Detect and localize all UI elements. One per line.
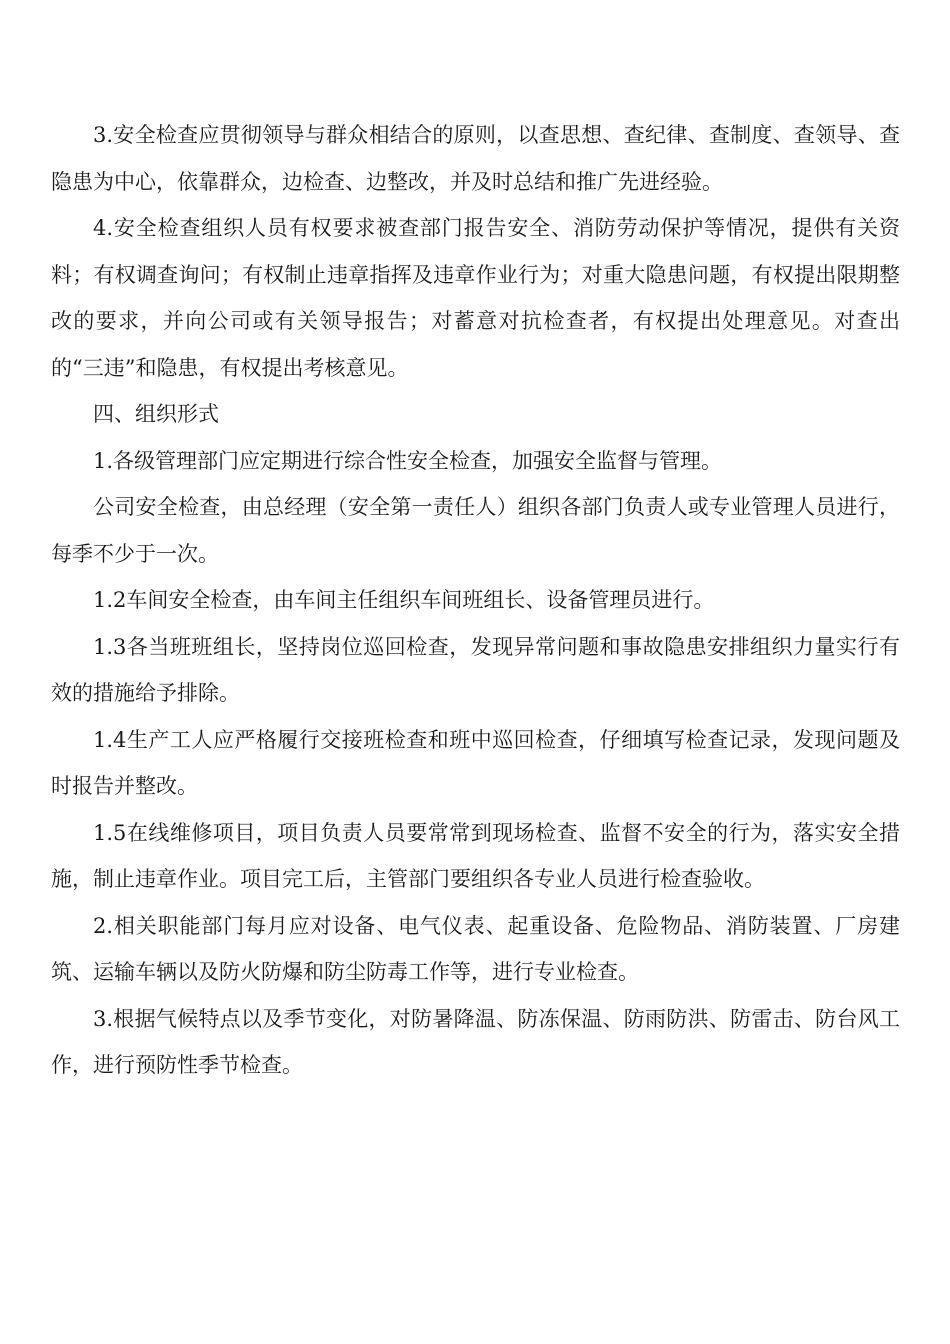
document-body bbox=[51, 112, 900, 1089]
paragraph-online-maintenance: 1.5在线维修项目，项目负责人员要常常到现场检查、监督不安全的行为，落实安全措施，制止违章作业。项目完工后，主管部门要组织各专业人员进行检查验收。 bbox=[51, 820, 900, 891]
paragraph-company-inspection: 公司安全检查，由总经理（安全第一责任人）组织各部门负责人或专业管理人员进行，每季不少于一次。 bbox=[51, 495, 900, 566]
paragraph-management-departments: 1.各级管理部门应定期进行综合性安全检查，加强安全监督与管理。 bbox=[93, 448, 723, 473]
section-heading-organization-form: 四、组织形式 bbox=[93, 402, 219, 426]
paragraph-seasonal-inspection: 3.根据气候特点以及季节变化，对防暑降温、防冻保温、防雨防洪、防雷击、防台风工作，进行预防性季节检查。 bbox=[51, 1006, 900, 1077]
paragraph-safety-principle: 3.安全检查应贯彻领导与群众相结合的原则，以查思想、查纪律、查制度、查领导、查隐患为中心，依靠群众，边检查、边整改，并及时总结和推广先进经验。 bbox=[51, 123, 900, 194]
paragraph-inspector-rights: 4.安全检查组织人员有权要求被查部门报告安全、消防劳动保护等情况，提供有关资料；有权调查询问；有权制止违章指挥及违章作业行为；对重大隐患问题，有权提出限期整改的要求，并向公司或有关领导报告；对蓄意对抗检查者，有权提出处理意见。对查出的“三违”和隐患，有权提出考核意见。 bbox=[51, 216, 900, 380]
paragraph-shift-leader-inspection: 1.3各当班班组长，坚持岗位巡回检查，发现异常问题和事故隐患安排组织力量实行有效的措施给予排除。 bbox=[51, 634, 900, 705]
paragraph-monthly-professional-inspection: 2.相关职能部门每月应对设备、电气仪表、起重设备、危险物品、消防装置、厂房建筑、运输车辆以及防火防爆和防尘防毒工作等，进行专业检查。 bbox=[51, 913, 900, 984]
paragraph-workshop-inspection: 1.2车间安全检查，由车间主任组织车间班组长、设备管理员进行。 bbox=[93, 588, 715, 612]
paragraph-worker-inspection: 1.4生产工人应严格履行交接班检查和班中巡回检查，仔细填写检查记录，发现问题及时报告并整改。 bbox=[51, 727, 900, 798]
